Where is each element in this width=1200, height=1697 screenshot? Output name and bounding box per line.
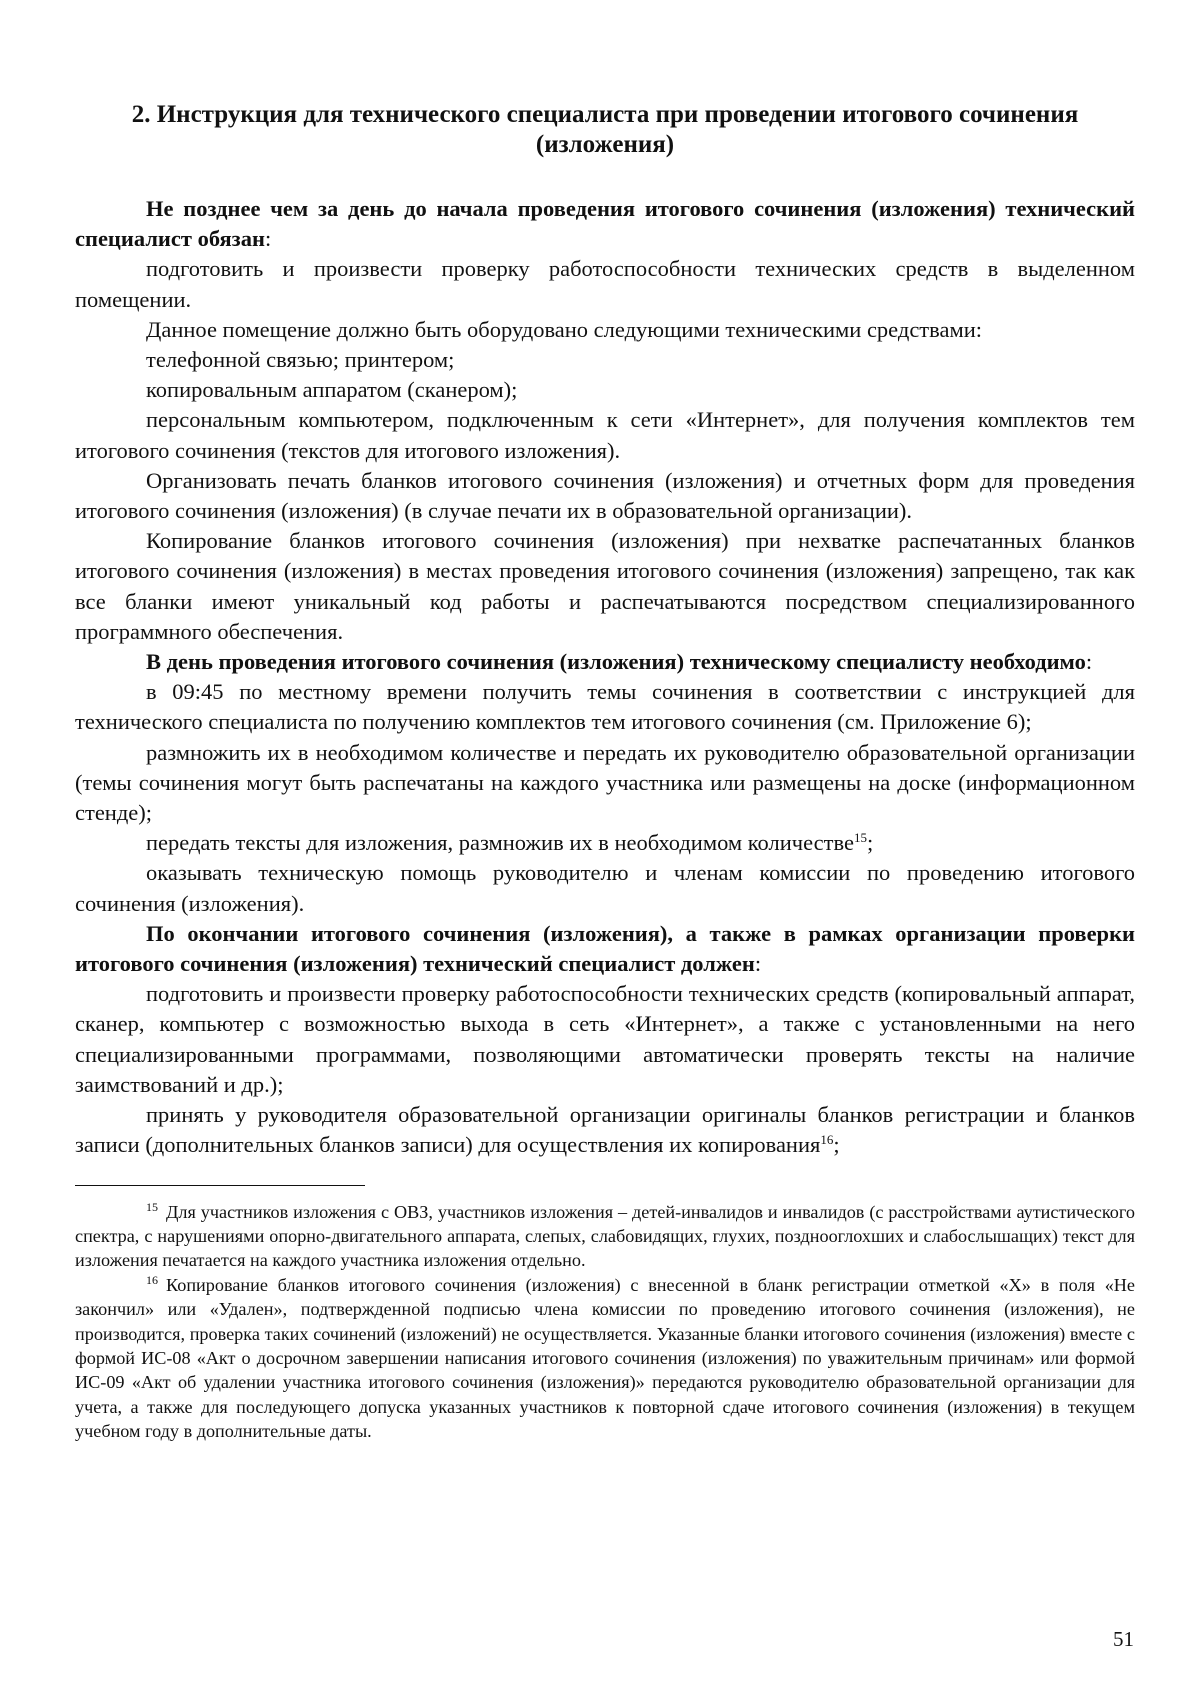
paragraph-tail: ;: [866, 830, 874, 856]
section-3-heading: [75, 919, 1135, 979]
paragraph-text: передать тексты для изложения, размножив их в необходимом количестве: [146, 830, 854, 856]
footnote-text: Копирование бланков итогового сочинения (изложения) с внесенной в бланк регистрации отметкой «Х» в поля «Не закончил» или «Удален», подтвержденной подписью члена комиссии по проведению итогового сочинения (изложения), не производится, проверка таких сочинений (изложений) не осуществляется. Указанные бланки итогового сочинения (изложения) вместе с формой ИС-08 «Акт о досрочном завершении написания итогового сочинения (изложения) по уважительным причинам» или формой ИС-09 «Акт об удалении участника итогового сочинения (изложения)» передаются руководителю образовательной организации для учета, а также для последующего допуска указанных участников к повторной сдаче итогового сочинения (изложения) в текущем учебном году в дополнительные даты.: [75, 1274, 1135, 1442]
footnote-text: Для участников изложения с ОВЗ, участников изложения – детей-инвалидов и инвалидов (с расстройствами аутистического спектра, с нарушениями опорно-двигательного аппарата, слепых, слабовидящих, глухих, позднооглохших и слабослышащих) текст для изложения печатается на каждого участника изложения отдельно.: [75, 1201, 1135, 1271]
paragraph: подготовить и произвести проверку работоспособности технических средств в выделенном помещении.: [75, 256, 1135, 312]
paragraph: размножить их в необходимом количестве и передать их руководителю образовательной организации (темы сочинения могут быть распечатаны на каждого участника или размещены на доске (информационном стенде);: [75, 739, 1135, 826]
footnote-15: [75, 1200, 1135, 1273]
paragraph: Копирование бланков итогового сочинения (изложения) при нехватке распечатанных бланков итогового сочинения (изложения) в местах проведения итогового сочинения (изложения) запрещено, так как все бланки имеют уникальный код работы и распечатываются посредством специализированного программного обеспечения.: [75, 528, 1135, 644]
section-1-heading: [75, 194, 1135, 254]
paragraph: в 09:45 по местному времени получить темы сочинения в соответствии с инструкцией для технического специалиста по получению комплектов тем итогового сочинения (см. Приложение 6);: [75, 679, 1135, 735]
paragraph: подготовить и произвести проверку работоспособности технических средств (копировальный аппарат, сканер, компьютер с возможностью выхода в сеть «Интернет», а также с установленными на него специализированными программами, позволяющими автоматически проверять тексты на наличие заимствований и др.);: [75, 981, 1135, 1097]
section-1-heading-colon: :: [264, 226, 272, 252]
paragraph-with-footnote: [75, 1100, 1135, 1160]
footnote-16: [75, 1273, 1135, 1444]
page-number: 51: [1113, 1627, 1134, 1651]
paragraph-text: принять у руководителя образовательной организации оригиналы бланков регистрации и бланков записи (дополнительных бланков записи) для осуществления их копирования: [75, 1102, 1135, 1158]
footnote-ref-16[interactable]: 16: [820, 1132, 834, 1148]
paragraph: Данное помещение должно быть оборудовано следующими техническими средствами:: [146, 316, 982, 342]
section-3-heading-colon: :: [754, 951, 762, 977]
section-2-heading-colon: :: [1085, 649, 1093, 675]
footnote-number: 16: [146, 1272, 158, 1287]
page-title: 2. Инструкция для технического специалиста при проведении итогового сочинения (изложения): [131, 101, 1079, 158]
footnotes: [75, 1200, 1135, 1444]
document-page: [75, 100, 1135, 1444]
footnote-divider: [75, 1185, 365, 1186]
paragraph: оказывать техническую помощь руководителю и членам комиссии по проведению итогового сочинения (изложения).: [75, 860, 1135, 916]
paragraph: Организовать печать бланков итогового сочинения (изложения) и отчетных форм для проведения итогового сочинения (изложения) (в случае печати их в образовательной организации).: [75, 467, 1135, 524]
section-3-heading-text: По окончании итогового сочинения (изложения), а также в рамках организации проверки итогового сочинения (изложения) технический специалист должен: [75, 920, 1135, 977]
section-2-heading: [75, 647, 1135, 677]
paragraph: копировальным аппаратом (сканером);: [146, 377, 518, 403]
paragraph: персональным компьютером, подключенным к сети «Интернет», для получения комплектов тем итогового сочинения (текстов для итогового изложения).: [75, 407, 1135, 463]
paragraph-with-footnote: [75, 828, 1135, 858]
section-2-heading-text: В день проведения итогового сочинения (изложения) техническому специалисту необходимо: [146, 649, 1086, 675]
paragraph: телефонной связью; принтером;: [146, 347, 455, 373]
footnote-number: 15: [146, 1199, 158, 1214]
footnote-ref-15[interactable]: 15: [853, 830, 867, 846]
section-1-heading-text: Не позднее чем за день до начала проведения итогового сочинения (изложения) технический специалист обязан: [75, 196, 1135, 252]
paragraph-tail: ;: [833, 1132, 840, 1158]
